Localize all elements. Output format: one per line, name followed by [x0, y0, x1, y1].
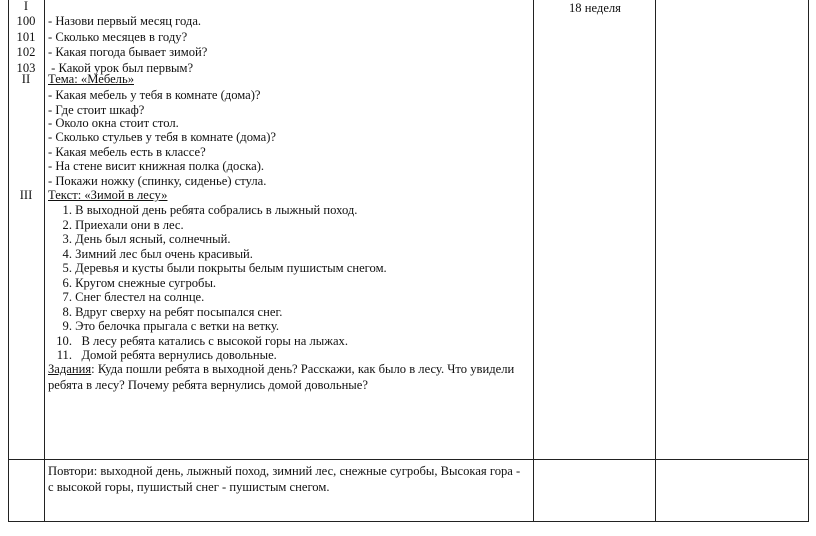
- list-item: 5. Деревья и кусты были покрыты белым пушистым снегом.: [62, 261, 387, 275]
- question-line: - Где стоит шкаф?: [48, 103, 145, 117]
- week-label: 18 неделя: [569, 1, 621, 15]
- column-divider-3: [655, 0, 656, 522]
- table-right-border: [808, 0, 809, 522]
- list-item: 6. Кругом снежные сугробы.: [62, 275, 217, 290]
- list-item: 10. В лесу ребята катались с высокой горы на лыжах.: [56, 333, 348, 348]
- list-item: 8. Вдруг сверху на ребят посыпался снег.: [62, 304, 283, 319]
- question-line: - Назови первый месяц года.: [48, 14, 202, 28]
- task-paragraph: [48, 361, 526, 393]
- question-line: - Около окна стоит стол.: [48, 116, 179, 130]
- list-item: 11. Домой ребята вернулись довольные.: [56, 348, 277, 362]
- row-number-101: 101: [16, 29, 36, 44]
- section-2-title: Тема: «Мебель»: [48, 72, 134, 86]
- row-number-102: 102: [16, 45, 36, 59]
- column-divider-2: [533, 0, 534, 522]
- row-number-III: III: [19, 188, 33, 202]
- list-item: 7. Снег блестел на солнце.: [62, 290, 205, 304]
- list-item: 4. Зимний лес был очень красивый.: [62, 246, 253, 261]
- table-bottom-border: [8, 521, 809, 522]
- list-item: 9. Это белочка прыгала с ветки на ветку.: [62, 319, 280, 333]
- list-item: 3. День был ясный, солнечный.: [62, 232, 231, 246]
- task-label: Задания: [48, 362, 92, 376]
- question-line: - Сколько стульев у тебя в комнате (дома)?: [48, 130, 277, 144]
- row-number-I: I: [23, 0, 29, 13]
- task-text: : Куда пошли ребята в выходной день? Расскажи, как было в лесу. Что увидели ребята в лесу? Почему ребята вернулись домой довольные?: [48, 362, 515, 392]
- question-line: - Какая мебель у тебя в комнате (дома)?: [48, 87, 261, 102]
- row-number-103: 103: [16, 60, 36, 75]
- question-line: - Какая мебель есть в классе?: [48, 145, 206, 159]
- row-divider: [8, 459, 809, 460]
- list-item: 2. Приехали они в лес.: [62, 217, 184, 232]
- question-line: - На стене висит книжная полка (доска).: [48, 159, 265, 173]
- repeat-paragraph: Повтори: выходной день, лыжный поход, зимний лес, снежные сугробы, Высокая гора - с высокой горы, пушистый снег - пушистым снегом.: [48, 464, 521, 494]
- row-number-100: 100: [16, 14, 36, 28]
- list-item: 1. В выходной день ребята собрались в лыжный поход.: [62, 203, 358, 217]
- question-line: - Какой урок был первым?: [48, 60, 194, 75]
- row-number-II: II: [21, 72, 31, 86]
- question-line: - Сколько месяцев в году?: [48, 29, 188, 44]
- question-line: - Какая погода бывает зимой?: [48, 45, 208, 59]
- question-line: - Покажи ножку (спинку, сиденье) стула.: [48, 174, 267, 188]
- section-3-title: Текст: «Зимой в лесу»: [48, 188, 168, 202]
- column-divider-1: [44, 0, 45, 522]
